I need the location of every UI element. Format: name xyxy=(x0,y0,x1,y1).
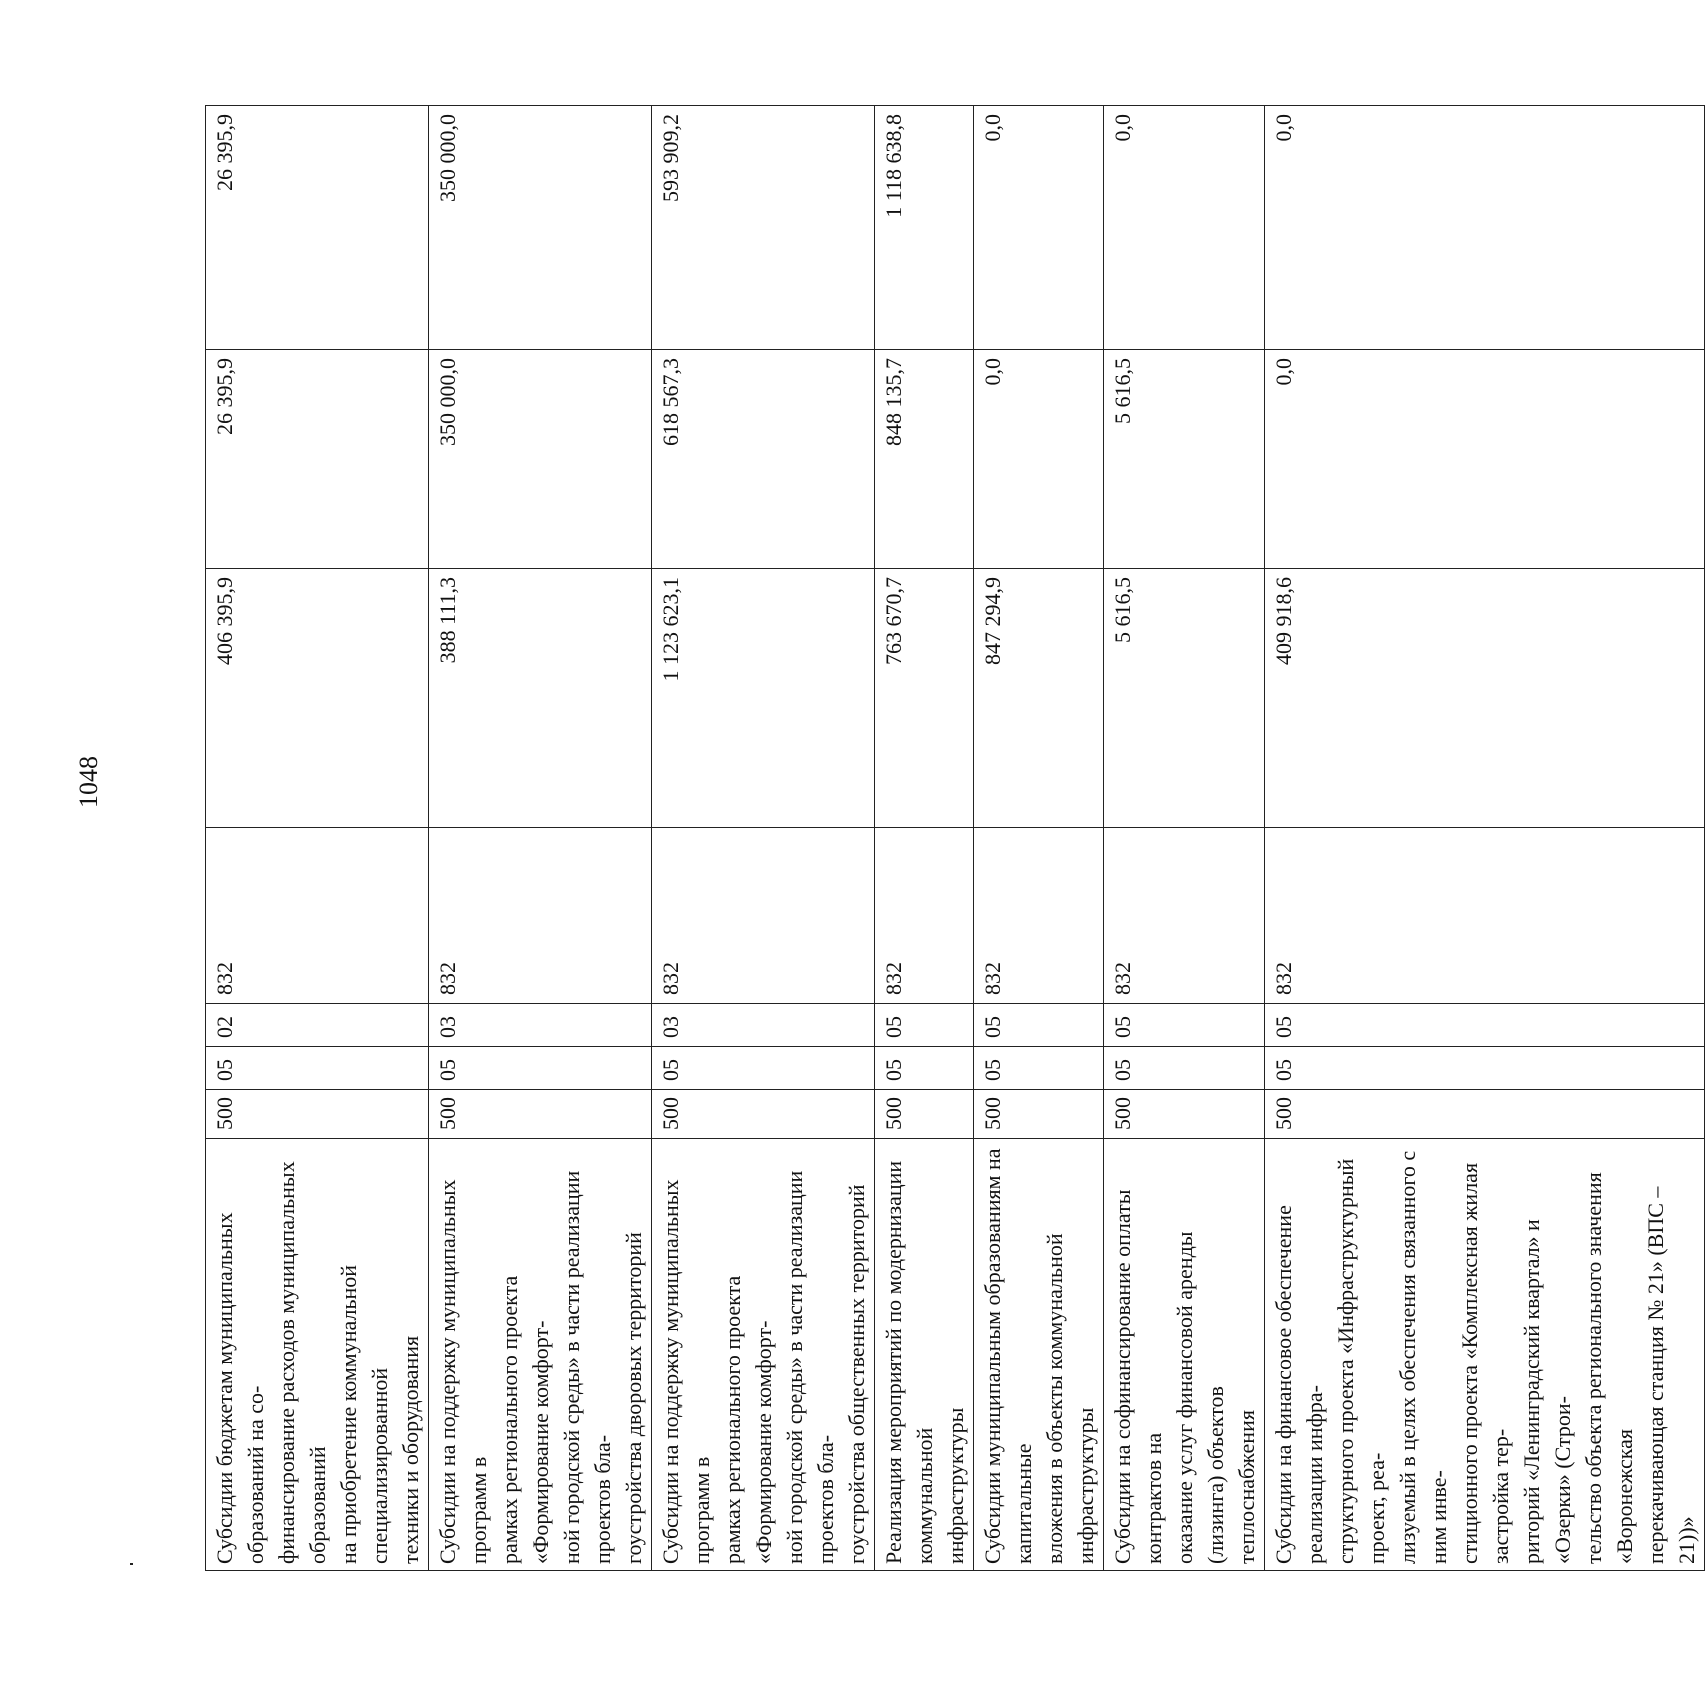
row-description: Субсидии на поддержку муниципальных программ в рамках регионального проекта «Формирование комфорт- ной городской среды» в части реализации проектов бла- гоустройства дворовых территорий xyxy=(429,1139,652,1571)
row-description: Субсидии на финансовое обеспечение реализации инфра- структурного проекта «Инфраструктурный проект, реа- лизуемый в целях обеспечения связанного с ним инве- стиционного проекта «Комплексная жилая застройка тер- риторий «Ленинградский квартал» и «Озерки» (Строи- тельство объекта регионального значения «Воронежская перекачивающая станция № 21» (ВПС – 21))» xyxy=(1265,1139,1705,1571)
amount-cell: 350 000,0 xyxy=(429,350,652,569)
amount-cell: 0,0 xyxy=(1265,350,1705,569)
code-cell: 05 xyxy=(875,1047,974,1090)
code-cell: 02 xyxy=(206,1004,429,1047)
amount-cell: 0,0 xyxy=(974,350,1104,569)
code-cell: 832 xyxy=(1104,828,1265,1004)
row-description: Субсидии муниципальным образованиям на капитальные вложения в объекты коммунальной инфраструктуры xyxy=(974,1139,1104,1571)
table-row xyxy=(974,106,1104,1571)
table-row xyxy=(875,106,974,1571)
amount-cell: 763 670,7 xyxy=(875,569,974,828)
code-cell: 832 xyxy=(974,828,1104,1004)
amount-cell: 0,0 xyxy=(974,106,1104,350)
code-cell: 03 xyxy=(652,1004,875,1047)
table-row xyxy=(429,106,652,1571)
code-cell: 05 xyxy=(875,1004,974,1047)
amount-cell: 26 395,9 xyxy=(206,350,429,569)
code-cell: 832 xyxy=(652,828,875,1004)
amount-cell: 5 616,5 xyxy=(1104,569,1265,828)
budget-table-rotated xyxy=(205,106,1699,1571)
code-cell: 05 xyxy=(974,1047,1104,1090)
scan-speck xyxy=(130,1563,133,1565)
amount-cell: 0,0 xyxy=(1104,106,1265,350)
amount-cell: 848 135,7 xyxy=(875,350,974,569)
code-cell: 500 xyxy=(974,1090,1104,1139)
row-description: Реализация мероприятий по модернизации коммунальной инфраструктуры xyxy=(875,1139,974,1571)
table-row xyxy=(1104,106,1265,1571)
amount-cell: 406 395,9 xyxy=(206,569,429,828)
amount-cell: 593 909,2 xyxy=(652,106,875,350)
code-cell: 500 xyxy=(652,1090,875,1139)
row-description: Субсидии на поддержку муниципальных программ в рамках регионального проекта «Формирование комфорт- ной городской среды» в части реализации проектов бла- гоустройства общественных территорий xyxy=(652,1139,875,1571)
amount-cell: 350 000,0 xyxy=(429,106,652,350)
amount-cell: 5 616,5 xyxy=(1104,350,1265,569)
code-cell: 05 xyxy=(652,1047,875,1090)
table-row xyxy=(206,106,429,1571)
budget-table xyxy=(205,105,1705,1571)
code-cell: 500 xyxy=(206,1090,429,1139)
code-cell: 05 xyxy=(1104,1047,1265,1090)
row-description: Субсидии бюджетам муниципальных образований на со- финансирование расходов муниципальных образований на приобретение коммунальной специализированной техники и оборудования xyxy=(206,1139,429,1571)
amount-cell: 618 567,3 xyxy=(652,350,875,569)
page-number: 1048 xyxy=(74,756,103,808)
amount-cell: 26 395,9 xyxy=(206,106,429,350)
code-cell: 05 xyxy=(429,1047,652,1090)
code-cell: 03 xyxy=(429,1004,652,1047)
amount-cell: 847 294,9 xyxy=(974,569,1104,828)
code-cell: 500 xyxy=(875,1090,974,1139)
table-row xyxy=(1265,106,1705,1571)
code-cell: 832 xyxy=(206,828,429,1004)
amount-cell: 1 123 623,1 xyxy=(652,569,875,828)
code-cell: 500 xyxy=(429,1090,652,1139)
amount-cell: 1 118 638,8 xyxy=(875,106,974,350)
amount-cell: 388 111,3 xyxy=(429,569,652,828)
table-row xyxy=(652,106,875,1571)
code-cell: 832 xyxy=(875,828,974,1004)
code-cell: 832 xyxy=(429,828,652,1004)
code-cell: 832 xyxy=(1265,828,1705,1004)
code-cell: 05 xyxy=(1104,1004,1265,1047)
amount-cell: 409 918,6 xyxy=(1265,569,1705,828)
code-cell: 500 xyxy=(1265,1090,1705,1139)
amount-cell: 0,0 xyxy=(1265,106,1705,350)
code-cell: 05 xyxy=(974,1004,1104,1047)
code-cell: 05 xyxy=(206,1047,429,1090)
code-cell: 05 xyxy=(1265,1047,1705,1090)
row-description: Субсидии на софинансирование оплаты контрактов на оказание услуг финансовой аренды (лизинга) объектов теплоснабжения xyxy=(1104,1139,1265,1571)
code-cell: 500 xyxy=(1104,1090,1265,1139)
code-cell: 05 xyxy=(1265,1004,1705,1047)
